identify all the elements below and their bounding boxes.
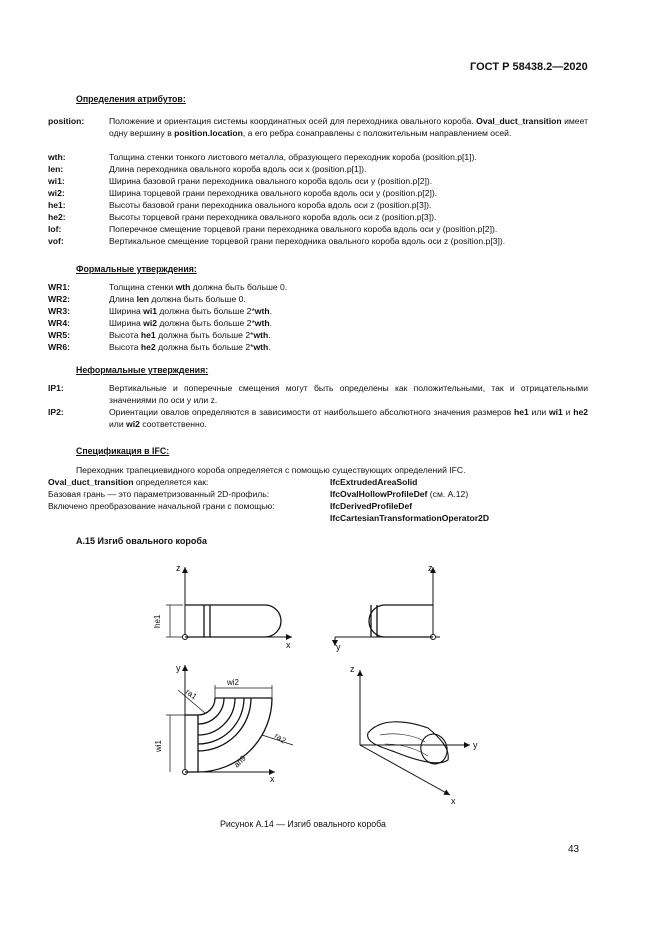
arc xyxy=(198,698,244,744)
bold-fragment: wth xyxy=(253,342,269,352)
definition-text xyxy=(109,176,588,188)
definition-text xyxy=(109,236,588,248)
text-fragment: Ориентации овалов определяются в зависимости от наибольшего абсолютного значения размеров xyxy=(109,407,514,417)
bold-fragment: wth xyxy=(254,318,270,328)
wi2-label: wi2 xyxy=(227,678,240,687)
definition-row xyxy=(48,330,588,342)
text-fragment: Положение и ориентация системы координатных осей для переходника овального короба. xyxy=(109,116,477,126)
duct-outline xyxy=(185,605,281,637)
y-label: y xyxy=(473,740,478,750)
text-fragment: Высоты торцевой грани переходника овального короба вдоль оси z (position.p[3]). xyxy=(109,212,437,222)
definition-row xyxy=(48,116,588,139)
definition-row xyxy=(48,152,588,164)
definition-text xyxy=(109,224,588,236)
ifc-line-1-text: определяется как: xyxy=(133,477,209,487)
text-fragment: Высота xyxy=(109,330,141,340)
definition-term: he2: xyxy=(48,212,66,222)
definition-row xyxy=(48,383,588,406)
definition-row xyxy=(48,176,588,188)
text-fragment: должна быть больше 2* xyxy=(155,330,254,340)
inner-arc xyxy=(198,698,215,715)
text-fragment: Поперечное смещение торцевой грани переходника овального короба вдоль оси y (position.p[2]). xyxy=(109,224,498,234)
text-fragment: . xyxy=(268,330,271,340)
text-fragment: должна быть больше 2* xyxy=(157,318,255,328)
bold-fragment: Oval_duct_transition xyxy=(476,116,562,126)
definition-term: WR2: xyxy=(48,294,70,304)
ifc-value-4: IfcCartesianTransformationOperator2D xyxy=(330,513,490,523)
bold-fragment: len xyxy=(136,294,149,304)
isometric-view xyxy=(360,670,470,795)
formal-rules-heading: Формальные утверждения: xyxy=(76,264,197,274)
ifc-value-2 xyxy=(330,489,468,501)
text-fragment: Ширина торцевой грани переходника овального короба вдоль оси y (position.p[2]). xyxy=(109,188,438,198)
definition-term: vof: xyxy=(48,236,64,246)
definition-text xyxy=(109,212,588,224)
section-title: А.15 Изгиб овального короба xyxy=(76,536,207,546)
text-fragment: должна быть больше 0. xyxy=(190,282,288,292)
text-fragment: Высота xyxy=(109,342,141,352)
definition-row xyxy=(48,212,588,224)
bold-fragment: wth xyxy=(254,306,270,316)
ifc-value-2-suffix: (см. А.12) xyxy=(427,489,469,499)
ifc-line-3: Включено преобразование начальной грани с помощью: xyxy=(48,501,275,511)
ifc-spec-heading: Спецификация в IFC: xyxy=(76,446,170,456)
text-fragment: и xyxy=(562,407,574,417)
ifc-intro: Переходник трапециевидного короба определяется с помощью существующих определений IFC. xyxy=(76,465,466,475)
definition-row xyxy=(48,164,588,176)
definition-term: IP2: xyxy=(48,407,64,417)
informal-rules-heading: Неформальные утверждения: xyxy=(76,365,209,375)
ra2-label: ra2 xyxy=(272,731,288,746)
document-header: ГОСТ Р 58438.2—2020 xyxy=(470,61,588,73)
duct-outline xyxy=(369,605,433,637)
text-fragment: или xyxy=(109,418,127,429)
text-fragment: Вертикальное смещение торцевой грани переходника овального короба вдоль оси z (position.p[3]). xyxy=(109,236,506,246)
z-label: z xyxy=(428,563,433,573)
bold-fragment: wi1 xyxy=(143,306,158,316)
text-fragment: соответственно. xyxy=(139,418,207,429)
definition-term: wi2: xyxy=(48,188,65,198)
definition-row xyxy=(48,407,588,430)
text-fragment: Толщина стенки тонкого листового металла, образующего переходник короба (position.p[1]). xyxy=(109,152,477,162)
side-view xyxy=(335,567,440,646)
x-label: x xyxy=(451,796,456,806)
he1-label: he1 xyxy=(153,614,162,628)
wi1-label: wi1 xyxy=(154,739,163,752)
text-fragment: . xyxy=(269,318,272,328)
definition-term: len: xyxy=(48,164,64,174)
bold-fragment: he2 xyxy=(573,407,589,417)
bold-fragment: position.location xyxy=(174,127,243,138)
definition-text xyxy=(109,294,588,306)
bold-fragment: he2 xyxy=(140,342,156,352)
definition-row xyxy=(48,236,588,248)
definition-text xyxy=(109,318,588,330)
definition-text xyxy=(109,116,588,139)
entity-name: Oval_duct_transition xyxy=(48,477,134,487)
figure-caption: Рисунок А.14 — Изгиб овального короба xyxy=(220,819,386,829)
definition-term: lof: xyxy=(48,224,62,234)
ra1-label: ra1 xyxy=(183,687,199,702)
text-fragment: . xyxy=(268,342,271,352)
text-fragment: . xyxy=(269,306,272,316)
definition-term: WR6: xyxy=(48,342,70,352)
text-fragment: должна быть больше 0. xyxy=(148,294,246,304)
attributes-heading: Определения атрибутов: xyxy=(76,94,186,104)
text-fragment: имеет одну вершину в xyxy=(109,116,588,138)
an9-label: an9 xyxy=(232,753,248,770)
bold-fragment: he1 xyxy=(513,407,529,417)
bold-fragment: wi2 xyxy=(126,418,140,429)
definition-row xyxy=(48,306,588,318)
definition-text xyxy=(109,188,588,200)
text-fragment: Ширина xyxy=(109,318,144,328)
definition-term: wi1: xyxy=(48,176,65,186)
definition-text xyxy=(109,342,588,354)
definition-row xyxy=(48,318,588,330)
oval-bend-figure xyxy=(0,550,661,815)
definition-row xyxy=(48,224,588,236)
z-label: z xyxy=(176,563,181,573)
ifc-line-2: Базовая грань — это параметризованный 2D-профиль: xyxy=(48,489,270,499)
definition-row xyxy=(48,342,588,354)
bold-fragment: wi1 xyxy=(548,407,563,417)
ifc-value-2-name: IfcOvalHollowProfileDef xyxy=(330,489,428,499)
definition-row xyxy=(48,294,588,306)
text-fragment: , а его ребра сонаправлены с положительным направлением осей. xyxy=(242,127,512,138)
definition-term: wth: xyxy=(48,152,66,162)
y-label: y xyxy=(176,663,181,673)
definition-term: WR3: xyxy=(48,306,70,316)
definition-row xyxy=(48,188,588,200)
text-fragment: Ширина базовой грани переходника овального короба вдоль оси y (position.p[2]). xyxy=(109,176,433,186)
text-fragment: должна быть больше 2* xyxy=(157,306,255,316)
page-number: 43 xyxy=(568,844,580,855)
ifc-value-1: IfcExtrudedAreaSolid xyxy=(330,477,418,487)
bold-fragment: wi2 xyxy=(143,318,158,328)
definition-term: WR4: xyxy=(48,318,70,328)
x-label: x xyxy=(286,640,291,650)
definition-text xyxy=(109,200,588,212)
text-fragment: Длина переходника овального короба вдоль оси x (position.p[1]). xyxy=(109,164,367,174)
text-fragment: Длина xyxy=(109,294,137,304)
definition-text xyxy=(109,152,588,164)
definition-term: he1: xyxy=(48,200,66,210)
definition-text xyxy=(109,164,588,176)
z-label: z xyxy=(350,664,355,674)
definition-text xyxy=(109,407,588,430)
bold-fragment: wth xyxy=(175,282,191,292)
x-label: x xyxy=(270,774,275,784)
definition-text xyxy=(109,282,588,294)
bent-duct-body xyxy=(368,722,449,763)
y-label: y xyxy=(336,642,341,652)
definition-text xyxy=(109,306,588,318)
definition-term: WR5: xyxy=(48,330,70,340)
text-fragment: Толщина стенки xyxy=(109,282,176,292)
text-fragment: Высоты базовой грани переходника овального короба вдоль оси z (position.p[3]). xyxy=(109,200,432,210)
front-view xyxy=(166,567,292,640)
definition-term: position: xyxy=(48,116,85,126)
ifc-line-1 xyxy=(48,477,208,489)
definition-text xyxy=(109,383,588,406)
text-fragment: должна быть больше 2* xyxy=(155,342,254,352)
bold-fragment: wth xyxy=(253,330,269,340)
text-fragment: Вертикальные и поперечные смещения могут быть определены как положительными, так и отрицательными значениями по оси y или z. xyxy=(109,383,588,405)
arc xyxy=(198,698,224,724)
x-axis xyxy=(360,745,450,795)
definition-row xyxy=(48,200,588,212)
definition-row xyxy=(48,282,588,294)
surface-line xyxy=(380,734,425,742)
text-fragment: Ширина xyxy=(109,306,144,316)
definition-text xyxy=(109,330,588,342)
bold-fragment: he1 xyxy=(140,330,156,340)
text-fragment: или xyxy=(528,407,549,417)
definition-term: IP1: xyxy=(48,383,64,393)
definition-term: WR1: xyxy=(48,282,70,292)
ifc-value-3: IfcDerivedProfileDef xyxy=(330,501,413,511)
